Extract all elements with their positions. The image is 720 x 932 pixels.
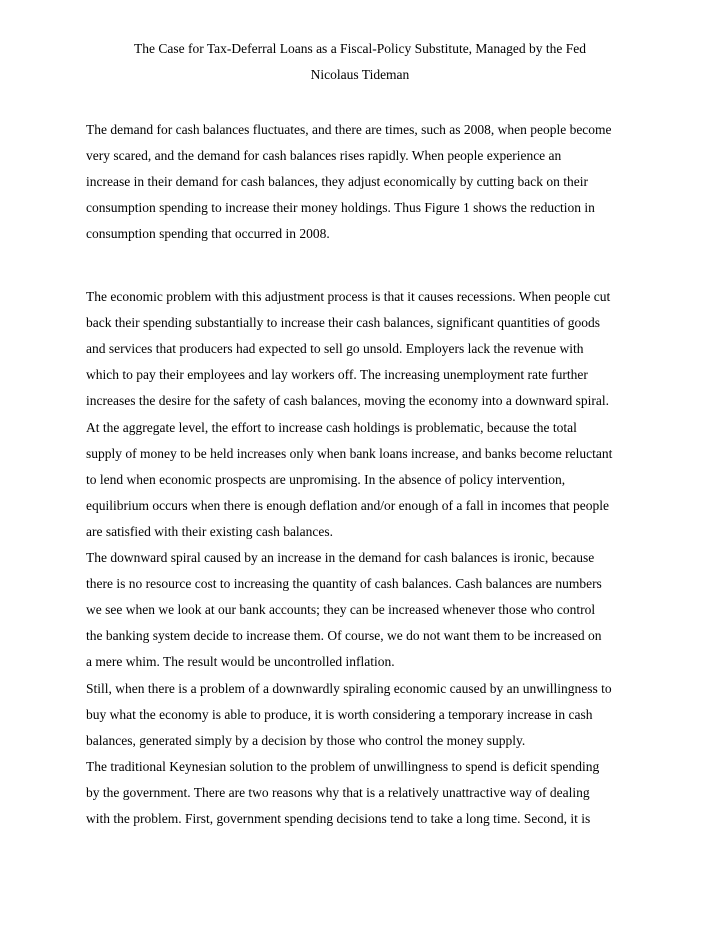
text-line: consumption spending that occurred in 2008.	[86, 226, 330, 241]
document-title: The Case for Tax-Deferral Loans as a Fiscal-Policy Substitute, Managed by the Fed	[133, 41, 587, 56]
text-line: with the problem. First, government spending decisions tend to take a long time. Second, it is	[86, 811, 591, 826]
text-line: very scared, and the demand for cash balances rises rapidly. When people experience an	[86, 148, 562, 163]
text-line: consumption spending to increase their money holdings. Thus Figure 1 shows the reduction in	[86, 200, 595, 215]
text-line: Still, when there is a problem of a downwardly spiraling economic caused by an unwillingness to	[86, 681, 612, 696]
text-line: buy what the economy is able to produce, it is worth considering a temporary increase in cash	[86, 707, 593, 722]
text-line: by the government. There are two reasons why that is a relatively unattractive way of dealing	[86, 785, 590, 800]
paragraph-4	[86, 545, 646, 675]
text-line: are satisfied with their existing cash balances.	[86, 524, 334, 539]
text-line: and services that producers had expected to sell go unsold. Employers lack the revenue with	[86, 341, 584, 356]
paragraph-2	[86, 284, 646, 414]
text-line: to lend when economic prospects are unpromising. In the absence of policy intervention,	[86, 472, 566, 487]
text-line: balances, generated simply by a decision by those who control the money supply.	[86, 733, 526, 748]
text-line: there is no resource cost to increasing the quantity of cash balances. Cash balances are numbers	[86, 576, 602, 591]
text-line: supply of money to be held increases only when bank loans increase, and banks become reluctant	[86, 446, 613, 461]
text-line: the banking system decide to increase them. Of course, we do not want them to be increased on	[86, 628, 602, 643]
text-line: equilibrium occurs when there is enough deflation and/or enough of a fall in incomes that people	[86, 498, 609, 513]
paragraph-6	[86, 754, 646, 832]
paragraph-5	[86, 676, 646, 754]
text-line: At the aggregate level, the effort to increase cash holdings is problematic, because the total	[86, 420, 577, 435]
document-author: Nicolaus Tideman	[310, 67, 410, 82]
text-line: The downward spiral caused by an increase in the demand for cash balances is ironic, because	[86, 550, 595, 565]
text-line: increase in their demand for cash balances, they adjust economically by cutting back on their	[86, 174, 588, 189]
text-line: increases the desire for the safety of cash balances, moving the economy into a downward spiral.	[86, 393, 609, 408]
text-line: which to pay their employees and lay workers off. The increasing unemployment rate further	[86, 367, 588, 382]
text-line: The demand for cash balances fluctuates, and there are times, such as 2008, when people become	[86, 122, 612, 137]
text-line: we see when we look at our bank accounts; they can be increased whenever those who control	[86, 602, 596, 617]
text-line: a mere whim. The result would be uncontrolled inflation.	[86, 654, 395, 669]
text-line: back their spending substantially to increase their cash balances, significant quantities of goods	[86, 315, 600, 330]
text-line: The economic problem with this adjustment process is that it causes recessions. When people cut	[86, 289, 611, 304]
paragraph-1	[86, 117, 646, 247]
text-line: The traditional Keynesian solution to the problem of unwillingness to spend is deficit spending	[86, 759, 600, 774]
paragraph-3	[86, 415, 646, 545]
